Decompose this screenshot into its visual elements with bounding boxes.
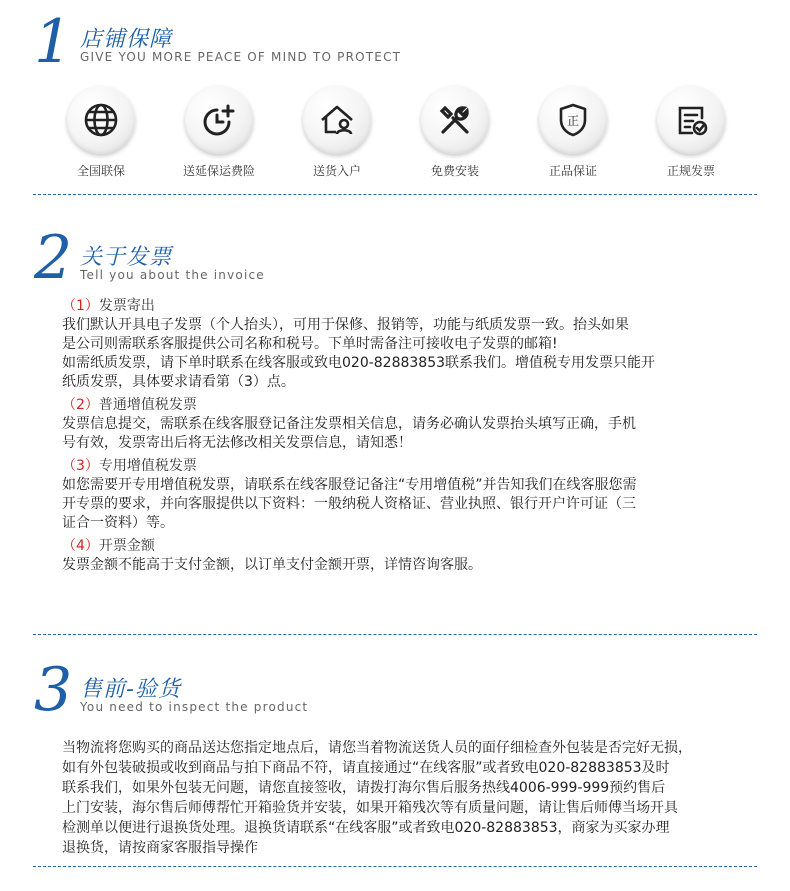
section-divider xyxy=(33,866,757,867)
invoice-item-number: （1） xyxy=(62,298,99,314)
invoice-item-title: 发票寄出 xyxy=(98,298,155,314)
invoice-item xyxy=(62,457,732,533)
invoice-info xyxy=(62,297,732,579)
invoice-item-number: （4） xyxy=(62,538,99,554)
guarantee-label: 全国联保 xyxy=(76,164,125,178)
section-divider xyxy=(33,194,757,195)
guarantee-icon-row xyxy=(56,86,736,182)
invoice-item-heading xyxy=(62,396,732,415)
invoice-check-icon xyxy=(657,86,725,154)
invoice-item-heading xyxy=(62,537,732,556)
invoice-item-body: 发票信息提交，需联系在线客服登记备注发票相关信息，请务必确认发票抬头填写正确，手机 号有效，发票寄出后将无法修改相关发票信息，请知悉！ xyxy=(62,416,636,451)
invoice-item-title: 专用增值税发票 xyxy=(98,458,197,474)
guarantee-label: 正品保证 xyxy=(548,164,597,178)
guarantee-label: 送货入户 xyxy=(312,164,361,178)
invoice-item-number: （3） xyxy=(62,458,99,474)
clock-plus-icon xyxy=(185,86,253,154)
guarantee-item-home-delivery xyxy=(292,86,382,179)
section-title: 店铺保障 xyxy=(80,27,173,52)
section-title: 售前-验货 xyxy=(80,677,181,702)
inspection-text: 当物流将您购买的商品送达您指定地点后，请您当着物流送货人员的面仔细检查外包装是否完好无损， 如有外包装破损或收到商品与拍下商品不符，请直接通过“在线客服”或者致电020-82883853及时 联系我们，如果外包装无问题，请您直接签收，请拨打海尔售后服务热线4006-999-999预约售后 上门安装，海尔售后师傅帮忙开箱验货并安装，如果开箱残次等有质量问题，请让售后师傅当场开具 检测单以便进行退换货处理。退换货请联系“在线客服”或者致电020-82883853，商家为买家办理 退换货，请按商家客服指导操作 xyxy=(62,740,692,856)
section-divider xyxy=(33,634,757,635)
shield-char: 正 xyxy=(566,114,580,128)
guarantee-label: 送延保运费险 xyxy=(182,164,255,178)
invoice-item-number: （2） xyxy=(62,397,99,413)
guarantee-item-extended-warranty xyxy=(174,86,264,179)
house-person-icon xyxy=(303,86,371,154)
invoice-item-body: 发票金额不能高于支付金额，以订单支付金额开票，详情咨询客服。 xyxy=(62,557,482,573)
tools-icon xyxy=(421,86,489,154)
section-subtitle: Tell you about the invoice xyxy=(80,268,265,282)
guarantee-label: 正规发票 xyxy=(666,164,715,178)
guarantee-item-free-installation xyxy=(410,86,500,179)
section-number: 1 xyxy=(34,7,73,77)
guarantee-item-genuine xyxy=(528,86,618,179)
guarantee-label: 免费安装 xyxy=(430,164,479,178)
invoice-item-title: 普通增值税发票 xyxy=(98,397,197,413)
guarantee-item-nationwide xyxy=(56,86,146,179)
invoice-item-title: 开票金额 xyxy=(98,538,155,554)
globe-icon xyxy=(67,86,135,154)
invoice-item xyxy=(62,537,732,575)
guarantee-item-invoice xyxy=(646,86,736,179)
section-number: 3 xyxy=(34,655,73,725)
invoice-item xyxy=(62,396,732,453)
section-number: 2 xyxy=(34,223,73,293)
invoice-item-body: 如您需要开专用增值税发票，请联系在线客服登记备注“专用增值税”并告知我们在线客服您需 开专票的要求，并向客服提供以下资料：一般纳税人资格证、营业执照、银行开户许可证（三 证合一资料）等。 xyxy=(62,477,637,531)
section-subtitle: GIVE YOU MORE PEACE OF MIND TO PROTECT xyxy=(80,50,402,64)
invoice-item xyxy=(62,297,732,392)
shield-genuine-icon xyxy=(539,86,607,154)
section-subtitle: You need to inspect the product xyxy=(80,700,309,714)
section-title: 关于发票 xyxy=(80,245,173,270)
invoice-item-heading xyxy=(62,457,732,476)
invoice-item-body: 我们默认开具电子发票（个人抬头），可用于保修、报销等，功能与纸质发票一致。抬头如果 是公司则需联系客服提供公司名称和税号。下单时需备注可接收电子发票的邮箱! 如需纸质发票，请下单时联系在线客服或致电020-82883853联系我们。增值税专用发票只能开 纸质发票，具体要求请看第（3）点。 xyxy=(62,317,656,390)
invoice-item-heading xyxy=(62,297,732,316)
